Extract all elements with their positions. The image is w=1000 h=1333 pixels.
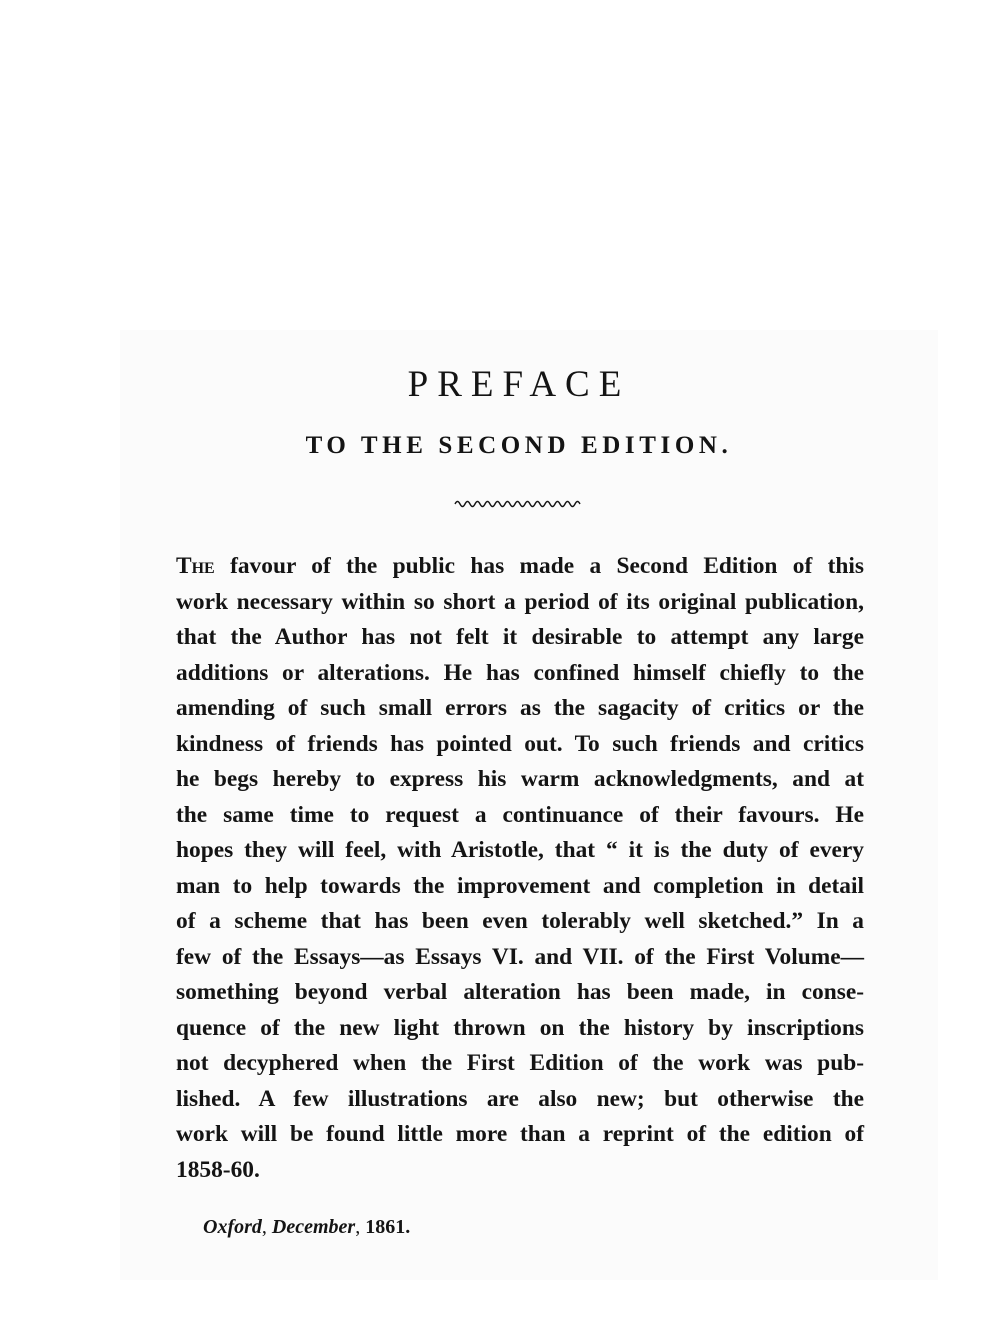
body-line-3: that the Author has not felt it desirable to attempt any large	[176, 624, 864, 650]
body-line-18: 1858-60.	[176, 1156, 260, 1183]
page-subtitle: TO THE SECOND EDITION.	[305, 432, 733, 459]
body-line-5: amending of such small errors as the sagacity of critics or the	[176, 695, 864, 721]
body-line-8: the same time to request a continuance of their favours. He	[176, 801, 864, 828]
signature-month: December	[271, 1216, 356, 1238]
body-line-16: lished. A few illustrations are also new; but otherwise the	[176, 1085, 864, 1112]
body-line-9: hopes they will feel, with Aristotle, that “ it is the duty of every	[176, 837, 864, 863]
page-title: PREFACE	[407, 364, 631, 405]
body-line-2: work necessary within so short a period of its original publication,	[176, 588, 864, 615]
body-line-15: not decyphered when the First Edition of the work was pub-	[176, 1050, 864, 1076]
body-line-14: quence of the new light thrown on the history by inscriptions	[176, 1014, 864, 1041]
body-line-4: additions or alterations. He has confined himself chiefly to the	[176, 659, 864, 686]
preface-body	[176, 549, 864, 1188]
signature-place: Oxford	[203, 1216, 262, 1238]
signature-year: 1861.	[365, 1216, 411, 1238]
body-line-11: of a scheme that has been even tolerably well sketched.” In a	[176, 908, 864, 934]
body-line-6: kindness of friends has pointed out. To such friends and critics	[176, 730, 864, 757]
body-line-10: man to help towards the improvement and completion in detail	[176, 872, 864, 899]
body-line-17: work will be found little more than a reprint of the edition of	[176, 1121, 864, 1147]
body-line-13: something beyond verbal alteration has been made, in conse-	[176, 979, 864, 1005]
body-line-7: he begs hereby to express his warm acknowledgments, and at	[176, 766, 864, 792]
body-line-1: The favour of the public has made a Second Edition of this	[176, 553, 864, 579]
place-date-signature: Oxford, December, 1861.	[203, 1216, 411, 1238]
body-line-12: few of the Essays—as Essays VI. and VII. of the First Volume—	[176, 943, 864, 970]
lead-word: The	[176, 553, 215, 579]
wavy-rule-ornament	[453, 497, 583, 511]
